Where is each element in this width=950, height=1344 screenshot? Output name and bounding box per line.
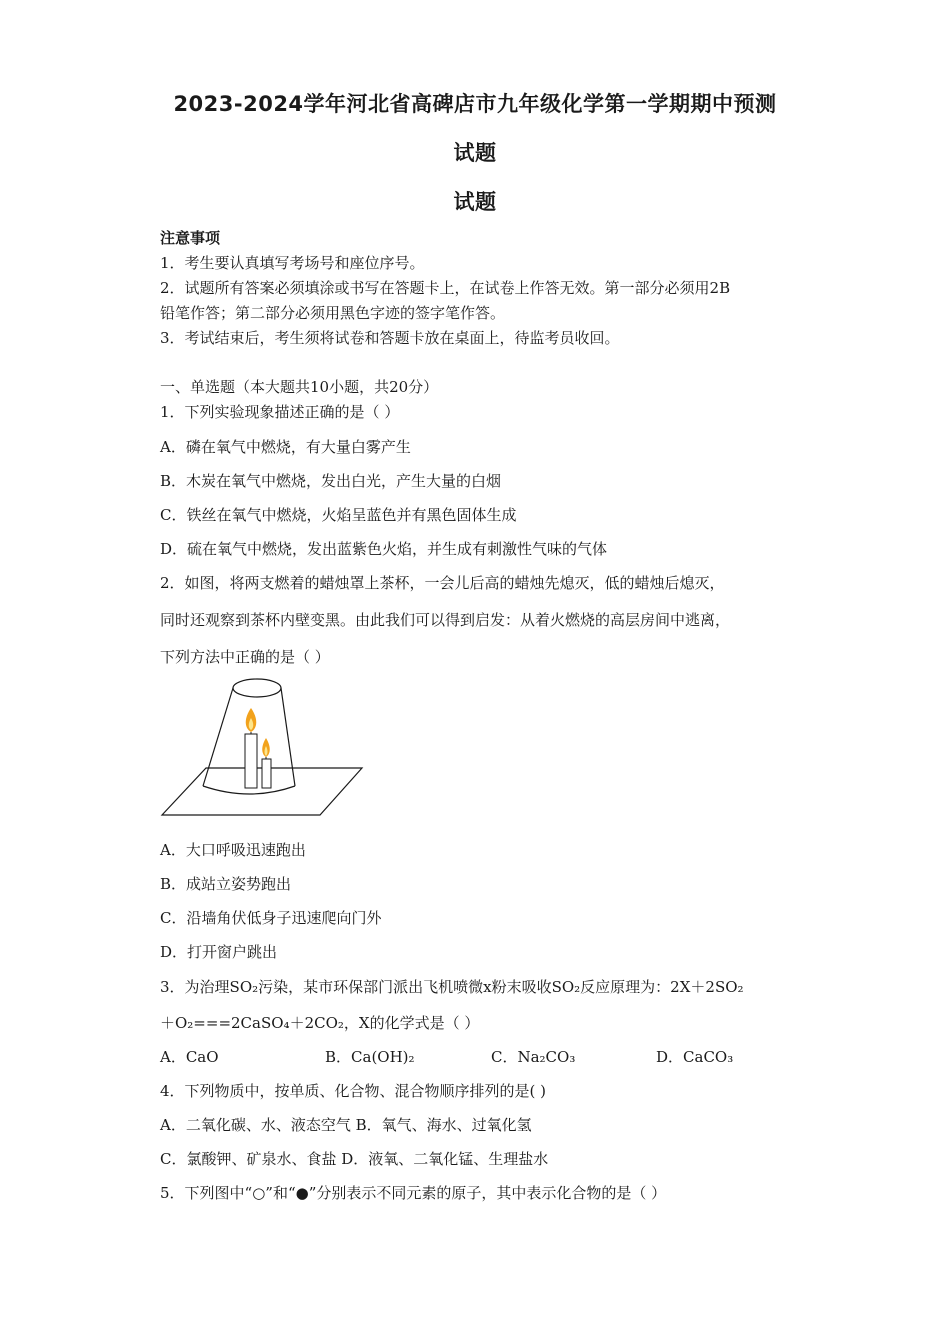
question-1-option-c: C．铁丝在氧气中燃烧，火焰呈蓝色并有黑色固体生成 bbox=[160, 506, 517, 524]
cup-side-right bbox=[281, 688, 295, 786]
question-3-option-a: A．CaO bbox=[160, 1048, 219, 1066]
question-4-options: C．氯酸钾、矿泉水、食盐 D．液氧、二氧化锰、生理盐水 bbox=[160, 1150, 549, 1168]
question-2-stem: 2．如图，将两支燃着的蜡烛罩上茶杯，一会儿后高的蜡烛先熄灭，低的蜡烛后熄灭， bbox=[160, 574, 725, 592]
notice-item: 铅笔作答；第二部分必须用黑色字迹的签字笔作答。 bbox=[160, 304, 506, 322]
question-3-stem: 3．为治理SO₂污染，某市环保部门派出飞机喷微x粉末吸收SO₂反应原理为：2X＋2SO₂ bbox=[160, 978, 744, 996]
section-heading: 一、单选题（本大题共10小题，共20分） bbox=[160, 378, 439, 396]
notice-heading: 注意事项 bbox=[160, 229, 221, 247]
question-1-stem: 1．下列实验现象描述正确的是（ ） bbox=[160, 403, 400, 421]
exam-title-line3: 试题 bbox=[453, 190, 497, 214]
question-2-option-a: A．大口呼吸迅速跑出 bbox=[160, 841, 306, 859]
short-candle bbox=[262, 759, 271, 788]
question-1-option-a: A．磷在氧气中燃烧，有大量白雾产生 bbox=[160, 438, 411, 456]
question-3-option-c: C．Na₂CO₃ bbox=[491, 1048, 576, 1066]
question-2-stem: 下列方法中正确的是（ ） bbox=[160, 648, 330, 666]
question-4-stem: 4．下列物质中，按单质、化合物、混合物顺序排列的是( ) bbox=[160, 1082, 547, 1100]
question-3-stem: ＋O₂===2CaSO₄＋2CO₂，X的化学式是（ ） bbox=[160, 1014, 480, 1032]
exam-title-line1: 2023-2024学年河北省高碑店市九年级化学第一学期期中预测 bbox=[173, 92, 777, 116]
question-2-option-b: B．成站立姿势跑出 bbox=[160, 875, 292, 893]
question-2-stem: 同时还观察到茶杯内壁变黑。由此我们可以得到启发：从着火燃烧的高层房间中逃离， bbox=[160, 611, 731, 629]
cup-side-left bbox=[203, 688, 233, 786]
notice-item: 1．考生要认真填写考场号和座位序号。 bbox=[160, 254, 425, 272]
question-2-option-c: C．沿墙角伏低身子迅速爬向门外 bbox=[160, 909, 382, 927]
candle-cup-figure bbox=[158, 672, 368, 822]
question-2-option-d: D．打开窗户跳出 bbox=[160, 943, 278, 961]
question-4-options: A．二氧化碳、水、液态空气 B．氧气、海水、过氧化氢 bbox=[160, 1116, 532, 1134]
notice-item: 2．试题所有答案必须填涂或书写在答题卡上，在试卷上作答无效。第一部分必须用2B bbox=[160, 279, 731, 297]
exam-title-line2: 试题 bbox=[453, 141, 497, 165]
question-3-option-b: B．Ca(OH)₂ bbox=[325, 1048, 415, 1066]
cup-bottom bbox=[233, 679, 281, 697]
notice-item: 3．考试结束后，考生须将试卷和答题卡放在桌面上，待监考员收回。 bbox=[160, 329, 620, 347]
question-1-option-b: B．木炭在氧气中燃烧，发出白光，产生大量的白烟 bbox=[160, 472, 502, 490]
question-5-stem: 5．下列图中“○”和“●”分别表示不同元素的原子，其中表示化合物的是（ ） bbox=[160, 1184, 667, 1202]
question-3-option-d: D．CaCO₃ bbox=[656, 1048, 734, 1066]
tall-candle bbox=[245, 734, 257, 788]
question-1-option-d: D．硫在氧气中燃烧，发出蓝紫色火焰，并生成有刺激性气味的气体 bbox=[160, 540, 608, 558]
